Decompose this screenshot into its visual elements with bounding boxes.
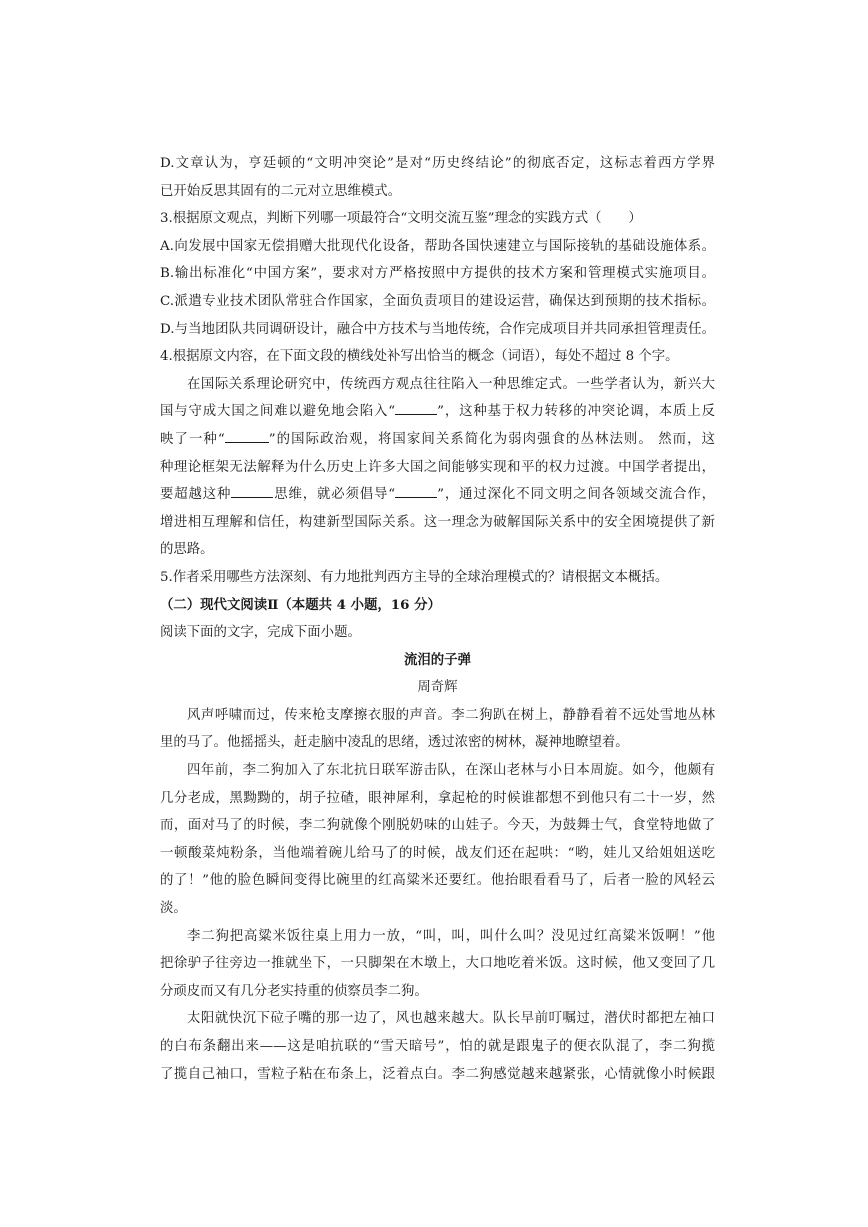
story-paragraph-4 (160, 1005, 715, 1088)
q4-text: 思维，就必须倡导“ (273, 487, 396, 503)
question-3-option-d: D.与当地团队共同调研设计，融合中方技术与当地传统，合作完成项目并共同承担管理责任。 (160, 321, 715, 337)
story-line: 一顿酸菜炖粉条，当他端着碗儿给马了的时候，战友们还在起哄：“哟，娃儿又给姐姐送吃 (160, 845, 715, 861)
q4-passage-line: 在国际关系理论研究中，传统西方观点往往陷入一种思维定式。一些学者认为，新兴大 (187, 376, 715, 392)
story-line: 把徐驴子往旁边一推就坐下，一只脚架在木墩上，大口地吃着米饭。这时候，他又变回了几 (160, 956, 715, 972)
story-line: 李二狗把高粱米饭往桌上用力一放，“叫，叫，叫什么叫？没见过红高粱米饭啊！”他 (187, 928, 715, 944)
story-line: 四年前，李二狗加入了东北抗日联军游击队，在深山老林与小日本周旋。如今，他颇有 (187, 763, 715, 779)
option-d-line-2: 已开始反思其固有的二元对立思维模式。 (160, 183, 402, 199)
question-3-option-a: A.向发展中国家无偿捐赠大批现代化设备，帮助各国快速建立与国际接轨的基础设施体系。 (160, 238, 715, 254)
story-line: 分顽皮而又有几分老实持重的侦察员李二狗。 (160, 983, 428, 999)
story-paragraph-1 (160, 702, 715, 757)
q4-text: 国与守成大国之间难以避免地会陷入“ (160, 404, 396, 420)
question-3-stem: 3.根据原文观点，判断下列哪一项最符合“文明交流互鉴”理念的实践方式（ ） (160, 211, 642, 227)
q4-passage-line (160, 481, 715, 509)
q4-text: ”，这种基于权力转移的冲突论调，本质上反 (437, 404, 715, 420)
story-line: 风声呼啸而过，传来枪支摩擦衣服的声音。李二狗趴在树上，静静看着不远处雪地丛林 (187, 707, 715, 723)
q4-passage-line: 的思路。 (160, 542, 214, 558)
story-author: 周奇辉 (417, 680, 458, 696)
q4-passage-line: 种理论框架无法解释为什么历史上许多大国之间能够实现和平的权力过渡。中国学者提出， (160, 459, 715, 475)
q4-passage-line: 增进相互理解和信任，构建新型国际关系。这一理念为破解国际关系中的安全困境提供了新 (160, 514, 715, 530)
fill-blank-2[interactable] (225, 428, 269, 443)
story-line: 几分老成，黑黝黝的，胡子拉碴，眼神犀利，拿起枪的时候谁都想不到他只有二十一岁，然 (160, 790, 715, 806)
question-3-option-b: B.输出标准化“中国方案”，要求对方严格按照中方提供的技术方案和管理模式实施项目。 (160, 266, 715, 282)
q4-passage-line (160, 426, 715, 454)
fill-blank-3[interactable] (231, 483, 273, 498)
story-line: 淡。 (160, 901, 187, 917)
q4-passage-line (160, 398, 715, 426)
fill-blank-1[interactable] (395, 400, 437, 415)
story-line: 太阳就快沉下砬子嘴的那一边了，风也越来越大。队长早前叮嘱过，潜伏时都把左袖口 (187, 1011, 715, 1027)
story-line: 而，面对马了的时候，李二狗就像个刚脱奶味的山娃子。今天，为鼓舞士气，食堂特地做了 (160, 818, 715, 834)
question-3-option-c: C.派遣专业技术团队常驻合作国家，全面负责项目的建设运营，确保达到预期的技术指标。 (160, 293, 715, 309)
section-heading: （二）现代文阅读Ⅱ（本题共 4 小题，16 分） (160, 596, 441, 613)
story-title: 流泪的子弹 (404, 651, 471, 668)
question-4-stem: 4.根据原文内容，在下面文段的横线处补写出恰当的概念（词语），每处不超过 8 个字。 (160, 349, 679, 365)
story-line: 里的马了。他摇摇头，赶走脑中凌乱的思绪，透过浓密的树林，凝神地瞭望着。 (160, 735, 629, 751)
instruction-text: 阅读下面的文字，完成下面小题。 (160, 625, 361, 641)
q4-text: ”的国际政治观，将国家间关系简化为弱肉强食的丛林法则。 然而，这 (268, 431, 715, 447)
q4-text: ”，通过深化不同文明之间各领域交流合作， (437, 487, 715, 503)
q4-text: 要超越这种 (160, 487, 232, 503)
fill-blank-4[interactable] (395, 483, 437, 498)
story-line: 的了！”他的脸色瞬间变得比碗里的红高粱米还要红。他抬眼看看马了，后者一脸的风轻云 (160, 873, 715, 889)
story-line: 了揽自己袖口，雪粒子粘在布条上，泛着点白。李二狗感觉越来越紧张，心情就像小时候跟 (160, 1066, 715, 1082)
question-4-passage (160, 371, 715, 564)
option-d-line-1: D.文章认为，亨廷顿的“文明冲突论”是对“历史终结论”的彻底否定，这标志着西方学界 (160, 156, 715, 171)
story-line: 的白布条翻出来——这是咱抗联的“雪天暗号”，怕的就是跟鬼子的便衣队混了，李二狗揽 (160, 1039, 715, 1054)
story-paragraph-2 (160, 757, 715, 923)
story-paragraph-3 (160, 923, 715, 1006)
exam-page (160, 150, 715, 1088)
q4-text: 映了一种“ (160, 431, 225, 447)
question-5-stem: 5.作者采用哪些方法深刻、有力地批判西方主导的全球治理模式的？请根据文本概括。 (160, 569, 669, 585)
